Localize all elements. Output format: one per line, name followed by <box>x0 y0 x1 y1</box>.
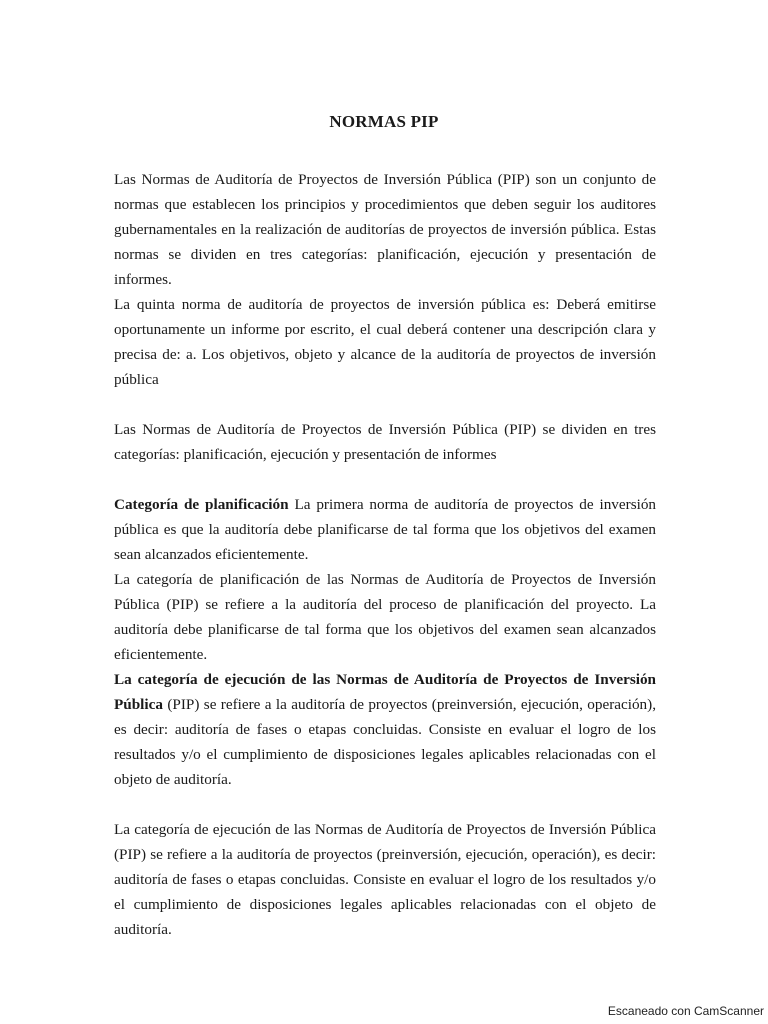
paragraph-categories: Las Normas de Auditoría de Proyectos de Inversión Pública (PIP) se dividen en tres categorías: planificación, ejecución y presentación de informes <box>114 421 656 463</box>
paragraph-execution-detail: La categoría de ejecución de las Normas de Auditoría de Proyectos de Inversión Pública (PIP) se refiere a la auditoría de proyectos (preinversión, ejecución, operación), es decir: auditoría de fases o etapas concluidas. Consiste en evaluar el logro de los resultados y/o el cumplimiento de disposiciones legales aplicables relacionadas con el objeto de auditoría. <box>114 821 656 938</box>
document-title: NORMAS PIP <box>329 112 439 131</box>
paragraph-fifth-norm: La quinta norma de auditoría de proyectos de inversión pública es: Deberá emitirse oportunamente un informe por escrito, el cual deberá contener una descripción clara y precisa de: a. Los objetivos, objeto y alcance de la auditoría de proyectos de inversión pública <box>114 296 656 388</box>
paragraph-planning-detail: La categoría de planificación de las Normas de Auditoría de Proyectos de Inversión Pública (PIP) se refiere a la auditoría del proceso de planificación del proyecto. La auditoría debe planificarse de tal forma que los objetivos del examen sean alcanzados eficientemente. <box>114 571 656 663</box>
paragraph-gap <box>114 467 656 492</box>
execution-heading: La categoría de ejecución de las Normas de Auditoría de Proyectos de Inversión Pública <box>114 671 656 713</box>
planning-text: La primera norma de auditoría de proyectos de inversión pública es que la auditoría debe planificarse de tal forma que los objetivos del examen sean alcanzados eficientemente. <box>114 496 657 563</box>
paragraph-gap <box>114 792 656 817</box>
scanner-watermark: Escaneado con CamScanner <box>607 1004 764 1018</box>
paragraph-gap <box>114 392 656 417</box>
paragraph-execution-category <box>114 667 656 792</box>
document-body <box>114 167 656 942</box>
paragraph-intro: Las Normas de Auditoría de Proyectos de Inversión Pública (PIP) son un conjunto de normas que establecen los principios y procedimientos que deben seguir los auditores gubernamentales en la realización de auditorías de proyectos de inversión pública. Estas normas se dividen en tres categorías: planificación, ejecución y presentación de informes. <box>114 171 656 288</box>
paragraph-planning-category <box>114 492 656 567</box>
planning-heading: Categoría de planificación <box>114 496 289 513</box>
execution-text: (PIP) se refiere a la auditoría de proyectos (preinversión, ejecución, operación), es decir: auditoría de fases o etapas concluidas. Consiste en evaluar el logro de los resultados y/o el cumplimiento de disposiciones legales aplicables relacionadas con el objeto de auditoría. <box>114 696 656 788</box>
